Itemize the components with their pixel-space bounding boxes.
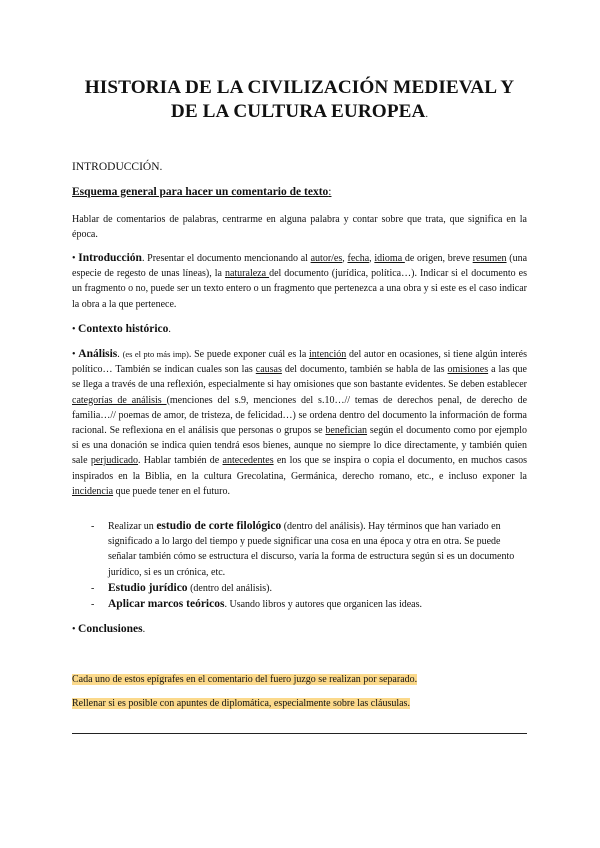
page-title [72, 76, 527, 127]
title-line-2 [72, 100, 527, 127]
underlined-term: categorías de análisis [72, 394, 167, 406]
dash-marker: - [91, 599, 95, 611]
text: de origen, breve [404, 253, 473, 264]
text: Realizar un [108, 521, 157, 532]
underlined-term: omisiones [447, 364, 489, 376]
introduccion-label: Introducción [78, 252, 142, 264]
list-item-bold: estudio de corte filológico [156, 520, 282, 532]
title-line-2-text: DE LA CULTURA EUROPEA [170, 101, 426, 122]
schema-heading-text: Esquema general para hacer un comentario de texto [72, 186, 329, 198]
text: del documento (jurídica, política…). Indicar si el documento es un fragmento o no, puede ser un texto entero o un fragmento que pertenezca a una obra y si este es el caso indicar la obra a la que pertenece. [72, 268, 527, 310]
horizontal-rule [72, 733, 527, 734]
text: del autor en ocasiones, si tiene algún interés político… También se indican cuales son las [72, 349, 527, 376]
underlined-term: causas [255, 364, 282, 376]
highlighted-text: Cada uno de estos epígrafes en el comentario del fuero juzgo se realizan por separado. [72, 674, 418, 685]
underlined-term: intención [309, 349, 347, 360]
bullet: • [72, 624, 76, 635]
analisis-paragraph [72, 347, 527, 499]
text: . Usando libros y autores que organicen las ideas. [224, 599, 423, 611]
list-item-bold: Aplicar marcos teóricos [108, 598, 225, 611]
underlined-term: incidencia [72, 485, 114, 497]
highlight-note-1 [72, 672, 527, 687]
bullet: • [72, 253, 76, 264]
small-note: (es el pto más imp) [122, 349, 189, 359]
underlined-term: perjudicado [90, 455, 139, 467]
list-item [72, 597, 527, 612]
underlined-term: benefician [325, 425, 368, 437]
text: (dentro del análisis). Hay términos que han variado en significado a lo largo del tiempo y puede significar una cosa en una época y otra en otra. Se puede señalar también cómo se estructura el discurso, varía la forma de estructura según si es un documento jurídico, si es un crónica, etc. [108, 521, 515, 578]
text: , [342, 253, 348, 264]
text: . [142, 624, 146, 635]
text: según el documento como por ejemplo si es una donación se indica quien tendrá esos bienes, aunque no siempre lo dice directamente, y también quien sale [72, 425, 527, 467]
highlighted-text: Rellenar si es posible con apuntes de diplomática, especialmente sobre las cláusulas. [72, 698, 410, 709]
introduccion-paragraph [72, 251, 527, 312]
underlined-term: antecedentes [222, 455, 274, 467]
text: a las que se llega a través de una reflexión, especialmente si hay omisiones que son bastante evidentes. Se deben establecer [72, 364, 527, 391]
text: , [369, 253, 375, 264]
text: . Presentar el documento mencionando al [141, 253, 311, 264]
text: (dentro del análisis). [187, 582, 272, 594]
text: . Se puede exponer cuál es la [188, 349, 310, 360]
contexto-label: Contexto histórico [78, 323, 169, 335]
text: del documento, también se habla de las [281, 364, 448, 376]
text: (una especie de regesto de unas líneas), la [72, 253, 528, 280]
dash-marker: - [91, 582, 95, 594]
bullet: • [72, 349, 76, 360]
conclusiones-paragraph [72, 622, 527, 637]
section-heading-introduccion: INTRODUCCIÓN. [72, 161, 163, 173]
dash-marker: - [91, 521, 95, 532]
schema-heading: Esquema general para hacer un comentario de texto: [72, 186, 332, 198]
underlined-term: autor/es [310, 253, 343, 264]
list-item [72, 581, 527, 596]
text: en los que se inspira o copia el documento, en muchos casos inspirados en la Biblia, en la cultura Grecolatina, Germánica, derecho romano, etc., e incluso exponer la [72, 455, 528, 482]
conclusiones-label: Conclusiones [78, 623, 143, 635]
bullet: • [72, 324, 76, 335]
intro-heading-text: INTRODUCCIÓN [72, 161, 160, 173]
underlined-term: naturaleza [224, 268, 270, 280]
list-item [72, 519, 527, 580]
analisis-label: Análisis [78, 348, 118, 360]
highlight-note-2 [72, 696, 527, 711]
underlined-term: idioma [374, 253, 405, 264]
analysis-sub-list [72, 519, 527, 613]
text: que puede tener en el futuro. [113, 485, 230, 497]
text: (menciones del s.9, menciones del s.10…// temas de derechos penal, de derecho de familia…// poemas de amor, de tristeza, de felicidad…) se ordena dentro del documento la información de forma racional. Se reflexiona en el análisis que personas o grupos se [72, 394, 528, 437]
hablar-paragraph: Hablar de comentarios de palabras, centrarme en alguna palabra y contar sobre que trata, que significa en la época. [72, 214, 527, 241]
underlined-term: fecha [347, 253, 370, 264]
text: . [168, 324, 171, 335]
contexto-paragraph [72, 322, 527, 337]
title-line-1: HISTORIA DE LA CIVILIZACIÓN MEDIEVAL Y [84, 77, 515, 98]
text: . [117, 349, 123, 360]
list-item-bold: Estudio jurídico [108, 581, 188, 594]
underlined-term: resumen [472, 253, 507, 264]
title-dot: . [425, 109, 429, 120]
text: . Hablar también de [138, 455, 223, 467]
